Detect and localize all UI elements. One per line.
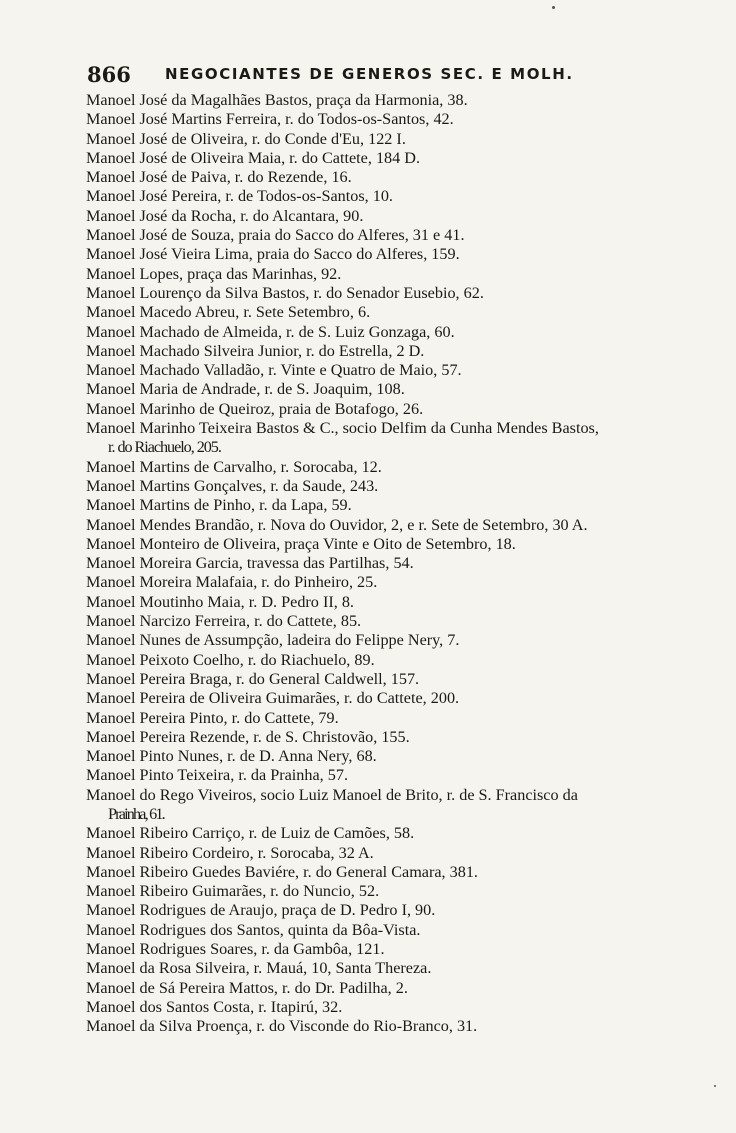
directory-entry: Manoel Pinto Nunes, r. de D. Anna Nery, 68.: [86, 747, 377, 766]
directory-entry: Manoel Marinho de Queiroz, praia de Botafogo, 26.: [86, 399, 424, 418]
entry-continuation-line: Prainha, 61.: [108, 804, 164, 823]
directory-entry: Manoel Martins Gonçalves, r. da Saude, 243.: [86, 476, 379, 495]
directory-entry: Manoel José de Paiva, r. do Rezende, 16.: [86, 168, 352, 187]
directory-entry: Manoel Narcizo Ferreira, r. do Cattete, 85.: [86, 612, 362, 631]
entry-list: [86, 91, 718, 1037]
directory-entry: Manoel José Martins Ferreira, r. do Todos-os-Santos, 42.: [86, 110, 454, 129]
directory-entry: Manoel Machado Valladão, r. Vinte e Quatro de Maio, 57.: [86, 361, 462, 380]
directory-entry: Manoel Moutinho Maia, r. D. Pedro II, 8.: [86, 592, 354, 611]
directory-entry: Manoel José de Oliveira Maia, r. do Cattete, 184 D.: [86, 148, 421, 167]
directory-entry: Manoel Machado Silveira Junior, r. do Estrella, 2 D.: [86, 341, 425, 360]
directory-entry: Manoel Nunes de Assumpção, ladeira do Felippe Nery, 7.: [86, 631, 460, 650]
directory-entry: Manoel dos Santos Costa, r. Itapirú, 32.: [86, 997, 343, 1016]
ink-speck: [714, 1085, 716, 1087]
entry-first-line: Manoel do Rego Viveiros, socio Luiz Manoel de Brito, r. de S. Francisco da: [86, 785, 578, 804]
page-header: [87, 62, 717, 86]
directory-entry: Manoel Ribeiro Guimarães, r. do Nuncio, 52.: [86, 882, 380, 901]
directory-entry: [86, 419, 718, 458]
directory-entry: Manoel Maria de Andrade, r. de S. Joaquim, 108.: [86, 380, 405, 399]
directory-entry: Manoel Macedo Abreu, r. Sete Setembro, 6.: [86, 303, 371, 322]
directory-entry: Manoel Pereira Pinto, r. do Cattete, 79.: [86, 708, 339, 727]
directory-entry: Manoel Pinto Teixeira, r. da Prainha, 57.: [86, 766, 349, 785]
entry-first-line: Manoel Marinho Teixeira Bastos & C., socio Delfim da Cunha Mendes Bastos,: [86, 419, 599, 438]
directory-entry: Manoel Pereira Braga, r. do General Caldwell, 157.: [86, 669, 420, 688]
directory-entry: Manoel de Sá Pereira Mattos, r. do Dr. Padilha, 2.: [86, 978, 408, 997]
directory-entry: Manoel Moreira Malafaia, r. do Pinheiro, 25.: [86, 573, 378, 592]
directory-entry: Manoel Lourenço da Silva Bastos, r. do Senador Eusebio, 62.: [86, 283, 484, 302]
directory-entry: Manoel Pereira de Oliveira Guimarães, r. do Cattete, 200.: [86, 689, 460, 708]
directory-entry: Manoel José Vieira Lima, praia do Sacco do Alferes, 159.: [86, 245, 460, 264]
directory-entry: Manoel Rodrigues de Araujo, praça de D. Pedro I, 90.: [86, 901, 436, 920]
directory-entry: Manoel Rodrigues Soares, r. da Gambôa, 121.: [86, 940, 385, 959]
directory-entry: Manoel Martins de Pinho, r. da Lapa, 59.: [86, 496, 352, 515]
directory-entry: Manoel Mendes Brandão, r. Nova do Ouvidor, 2, e r. Sete de Setembro, 30 A.: [86, 515, 588, 534]
directory-entry: Manoel José de Oliveira, r. do Conde d'Eu, 122 I.: [86, 129, 406, 148]
directory-entry: Manoel Ribeiro Cordeiro, r. Sorocaba, 32 A.: [86, 843, 374, 862]
directory-entry: Manoel José da Rocha, r. do Alcantara, 90.: [86, 206, 364, 225]
ink-speck: [552, 6, 555, 9]
directory-entry: Manoel Moreira Garcia, travessa das Partilhas, 54.: [86, 554, 414, 573]
directory-entry: Manoel Rodrigues dos Santos, quinta da Bôa-Vista.: [86, 920, 421, 939]
entry-continuation-line: r. do Riachuelo, 205.: [108, 438, 221, 457]
directory-entry: Manoel Monteiro de Oliveira, praça Vinte e Oito de Setembro, 18.: [86, 534, 516, 553]
directory-entry: Manoel Machado de Almeida, r. de S. Luiz Gonzaga, 60.: [86, 322, 455, 341]
page-number: 866: [87, 62, 131, 87]
directory-entry: [86, 786, 718, 825]
directory-entry: Manoel José de Souza, praia do Sacco do Alferes, 31 e 41.: [86, 226, 465, 245]
directory-entry: Manoel José Pereira, r. de Todos-os-Santos, 10.: [86, 187, 393, 206]
directory-entry: Manoel Ribeiro Carriço, r. de Luiz de Camões, 58.: [86, 824, 415, 843]
running-head: NEGOCIANTES DE GENEROS SEC. E MOLH.: [165, 65, 574, 83]
directory-entry: Manoel Martins de Carvalho, r. Sorocaba, 12.: [86, 457, 382, 476]
directory-entry: Manoel José da Magalhães Bastos, praça da Harmonia, 38.: [86, 91, 468, 109]
directory-entry: Manoel Pereira Rezende, r. de S. Christovão, 155.: [86, 727, 410, 746]
directory-entry: Manoel da Rosa Silveira, r. Mauá, 10, Santa Thereza.: [86, 959, 432, 978]
directory-entry: Manoel Ribeiro Guedes Baviére, r. do General Camara, 381.: [86, 862, 478, 881]
directory-entry: Manoel da Silva Proença, r. do Visconde do Rio-Branco, 31.: [86, 1017, 478, 1036]
directory-entry: Manoel Peixoto Coelho, r. do Riachuelo, 89.: [86, 650, 375, 669]
directory-entry: Manoel Lopes, praça das Marinhas, 92.: [86, 264, 342, 283]
